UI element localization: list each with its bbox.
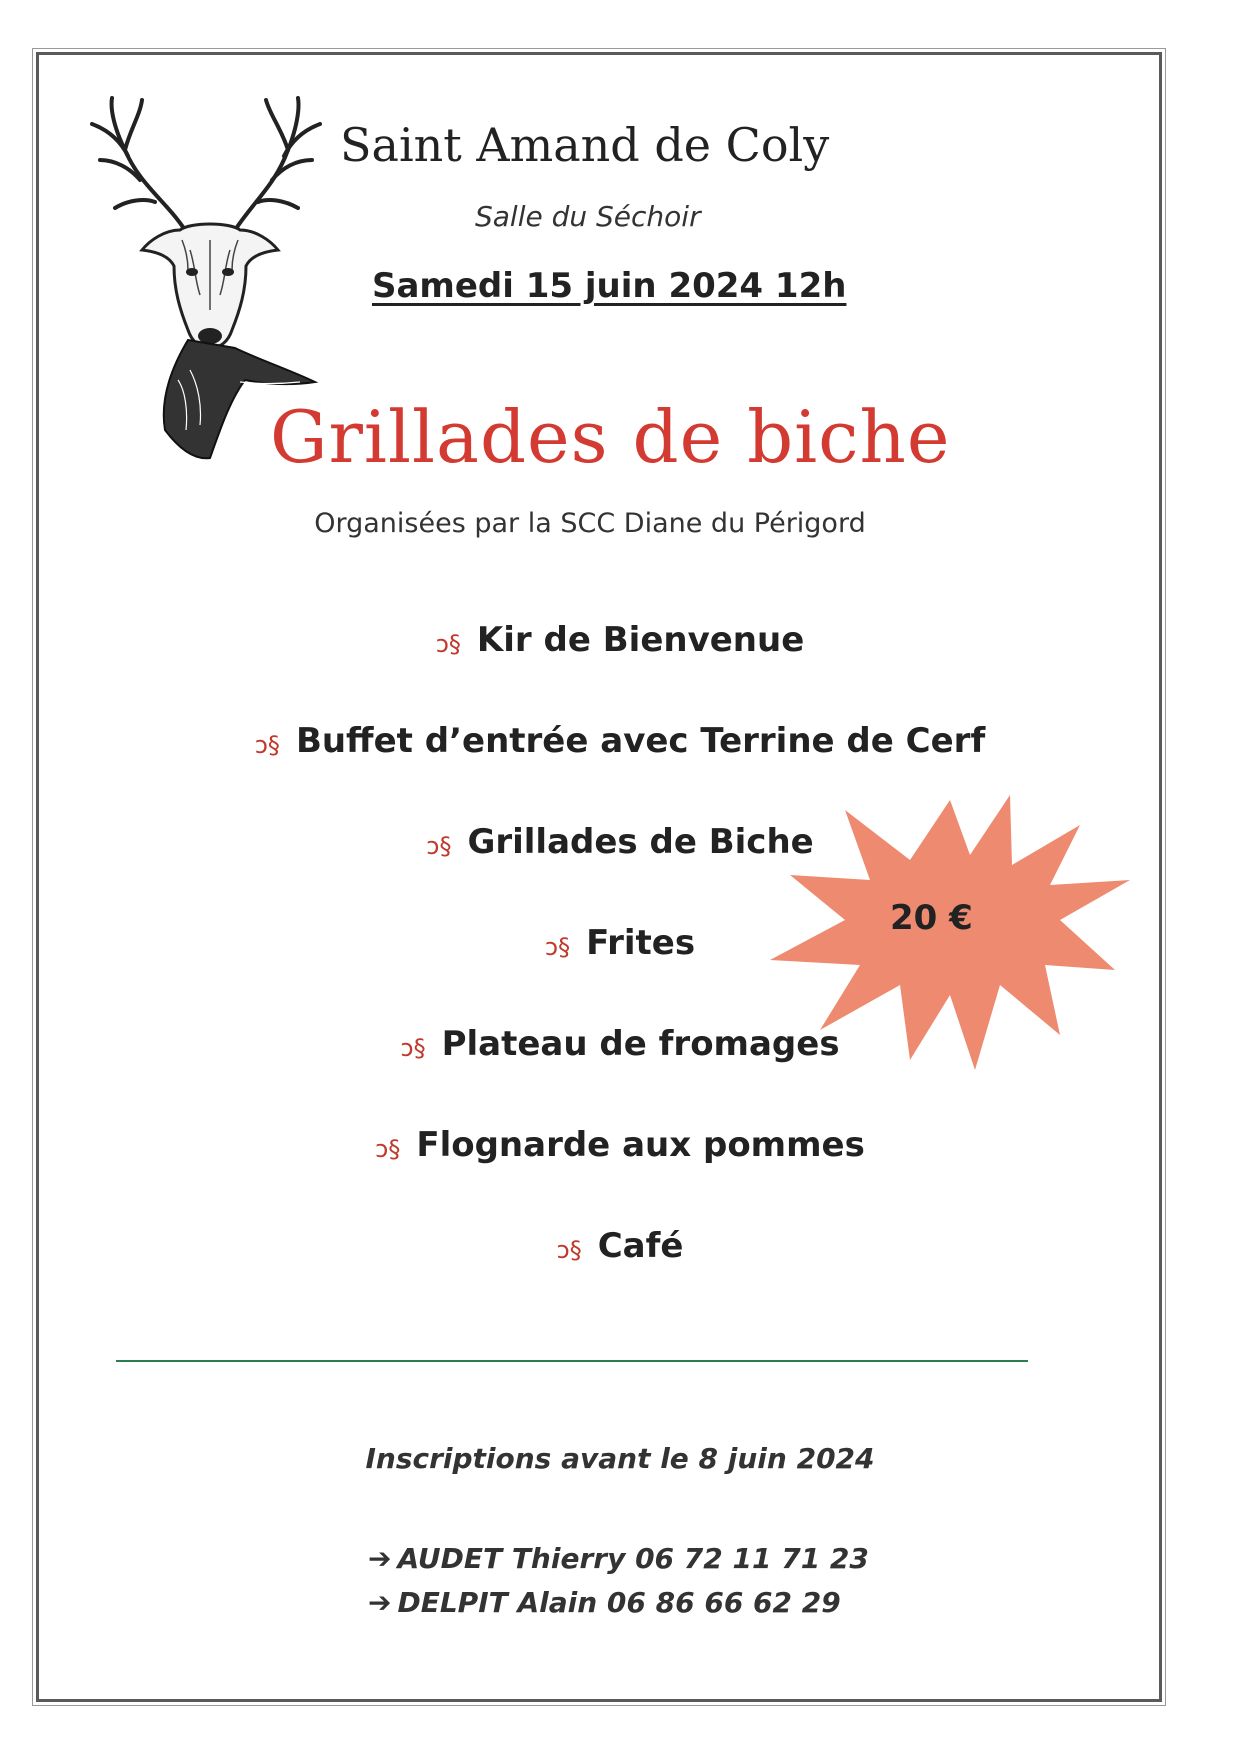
venue-name: Salle du Séchoir bbox=[475, 200, 701, 233]
menu-item: ↄ§ Grillades de Biche bbox=[426, 822, 814, 862]
contact-list bbox=[368, 1542, 869, 1630]
price-label: 20 € bbox=[890, 898, 973, 938]
menu-item: ↄ§ Kir de Bienvenue bbox=[435, 620, 805, 660]
menu-item: ↄ§ Flognarde aux pommes bbox=[375, 1125, 865, 1165]
bullet-icon: ↄ§ bbox=[435, 630, 461, 658]
arrow-right-icon: ➔ bbox=[368, 1542, 392, 1575]
menu-list bbox=[0, 620, 1240, 1327]
menu-item: ↄ§ Frites bbox=[544, 923, 696, 963]
registration-deadline: Inscriptions avant le 8 juin 2024 bbox=[365, 1442, 875, 1475]
town-name: Saint Amand de Coly bbox=[340, 118, 830, 172]
bullet-icon: ↄ§ bbox=[400, 1034, 426, 1062]
section-divider bbox=[116, 1360, 1028, 1362]
bullet-icon: ↄ§ bbox=[254, 731, 280, 759]
bullet-icon: ↄ§ bbox=[544, 933, 571, 961]
menu-item: ↄ§ Plateau de fromages bbox=[400, 1024, 840, 1064]
arrow-right-icon: ➔ bbox=[368, 1586, 392, 1619]
bullet-icon: ↄ§ bbox=[556, 1236, 582, 1264]
contact-line: ➔ AUDET Thierry 06 72 11 71 23 bbox=[368, 1542, 869, 1575]
event-date: Samedi 15 juin 2024 12h bbox=[372, 266, 847, 306]
contact-line: ➔ DELPIT Alain 06 86 66 62 29 bbox=[368, 1586, 841, 1619]
organizer-line: Organisées par la SCC Diane du Périgord bbox=[314, 508, 866, 539]
bullet-icon: ↄ§ bbox=[426, 832, 452, 860]
bullet-icon: ↄ§ bbox=[375, 1135, 401, 1163]
event-title: Grillades de biche bbox=[270, 395, 951, 479]
menu-item: ↄ§ Buffet d’entrée avec Terrine de Cerf bbox=[254, 721, 986, 761]
menu-item: ↄ§ Café bbox=[556, 1226, 684, 1266]
